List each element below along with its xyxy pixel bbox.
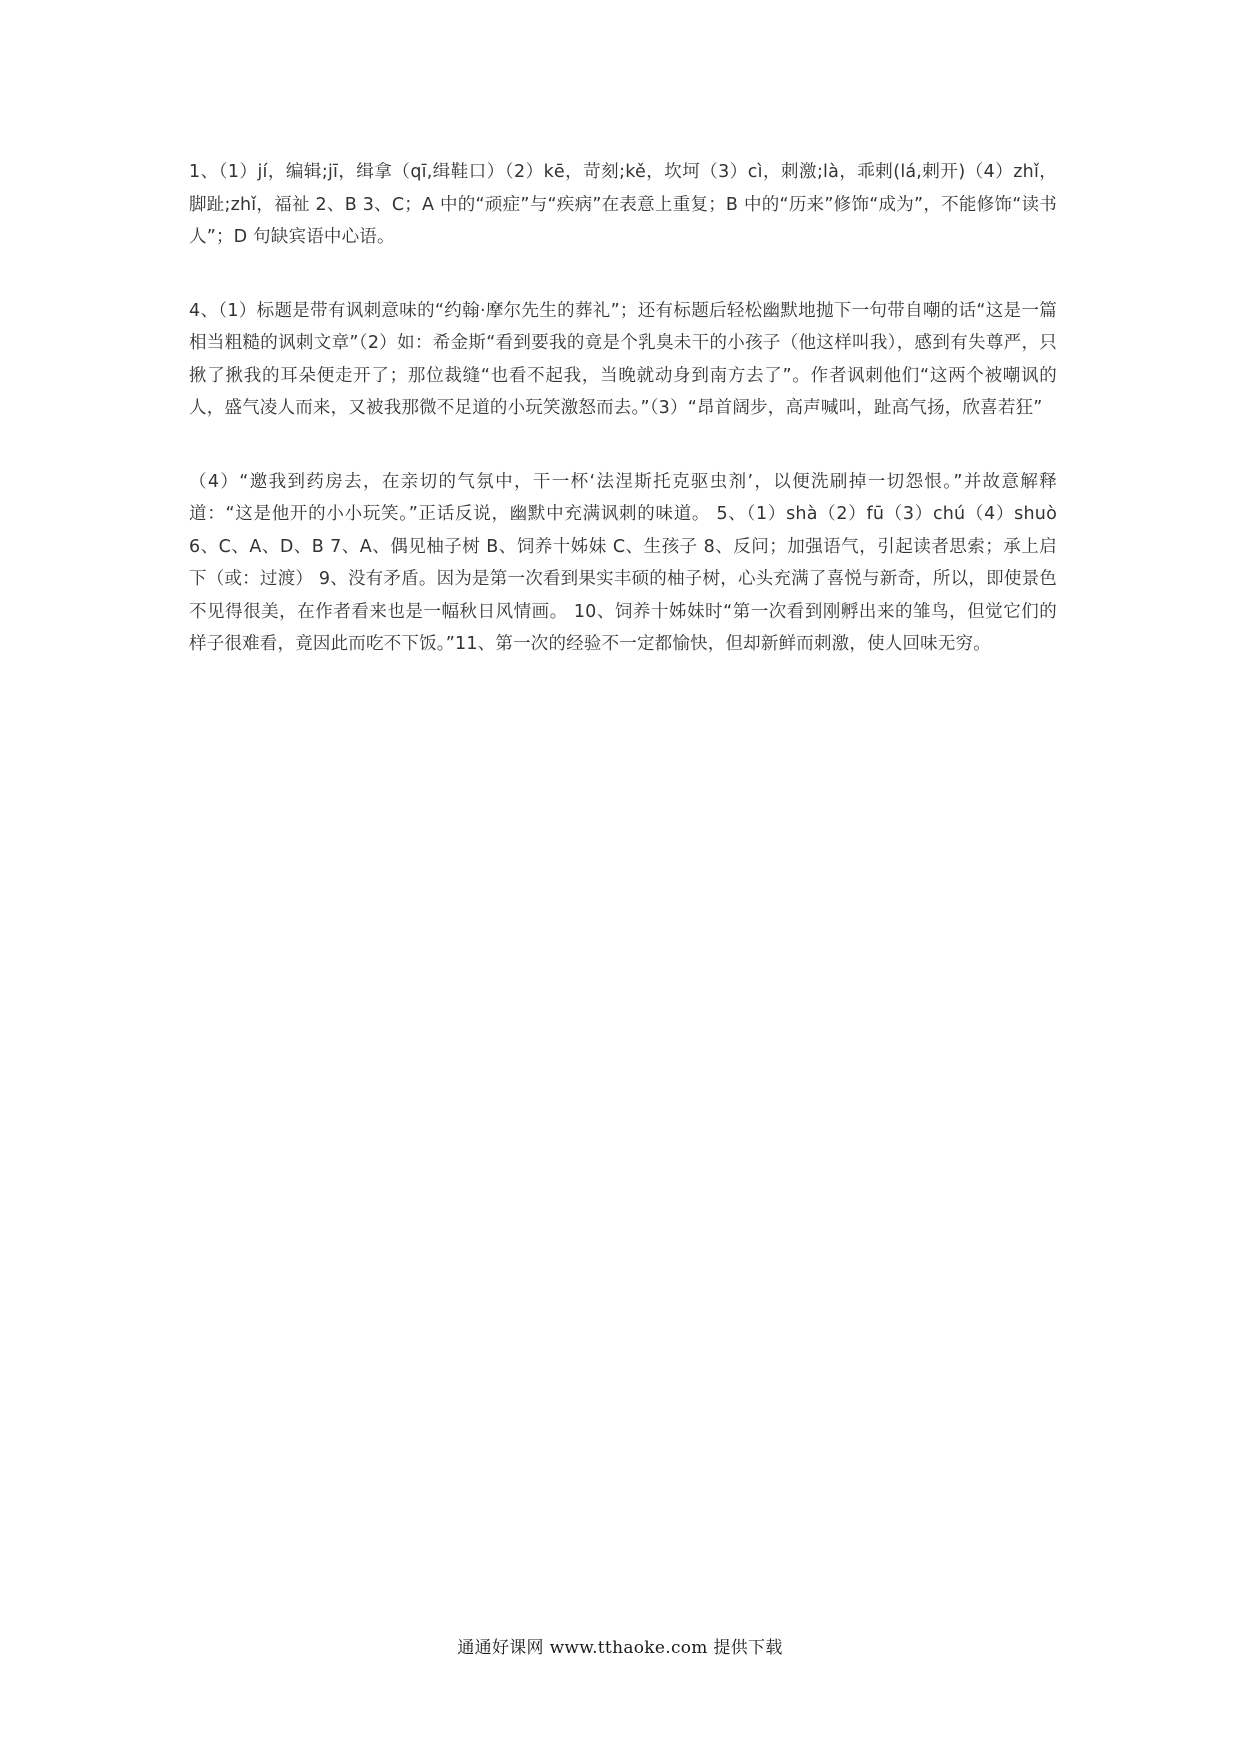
page-footer: 通通好课网 www.tthaoke.com 提供下载	[457, 1638, 783, 1658]
answer-content	[189, 156, 1057, 661]
answer-paragraph-1: 1、（1）jí，编辑;jī，缉拿（qī,缉鞋口）（2）kē，苛刻;kě，坎坷（3）cì，刺激;là，乖剌(lá,剌开)（4）zhǐ，脚趾;zhǐ，福祉 2、B 3、C；A 中的“顽症”与“疾病”在表意上重复；B 中的“历来”修饰“成为”，不能修饰“读书人”；D 句缺宾语中心语。	[189, 162, 1057, 247]
answer-paragraph-3: （4）“邀我到药房去，在亲切的气氛中，干一杯‘法涅斯托克驱虫剂’，以便洗刷掉一切怨恨。”并故意解释道：“这是他开的小小玩笑。”正话反说，幽默中充满讽刺的味道。 5、（1）shà（2）fū（3）chú（4）shuò 6、C、A、D、B 7、A、偶见柚子树 B、饲养十姊妹 C、生孩子 8、反问；加强语气，引起读者思索；承上启下（或：过渡） 9、没有矛盾。因为是第一次看到果实丰硕的柚子树，心头充满了喜悦与新奇，所以，即使景色不见得很美，在作者看来也是一幅秋日风情画。 10、饲养十姊妹时“第一次看到刚孵出来的雏鸟，但觉它们的样子很难看，竟因此而吃不下饭。”11、第一次的经验不一定都愉快，但却新鲜而刺激，使人回味无穷。	[189, 471, 1057, 654]
answer-paragraph-2: 4、（1）标题是带有讽刺意味的“约翰·摩尔先生的葬礼”；还有标题后轻松幽默地抛下一句带自嘲的话“这是一篇相当粗糙的讽刺文章”（2）如：希金斯“看到要我的竟是个乳臭未干的小孩子（他这样叫我），感到有失尊严，只揪了揪我的耳朵便走开了；那位裁缝“也看不起我，当晚就动身到南方去了”。作者讽刺他们“这两个被嘲讽的人，盛气凌人而来，又被我那微不足道的小玩笑激怒而去。”（3）“昂首阔步，高声喊叫，趾高气扬，欣喜若狂”	[189, 300, 1057, 418]
